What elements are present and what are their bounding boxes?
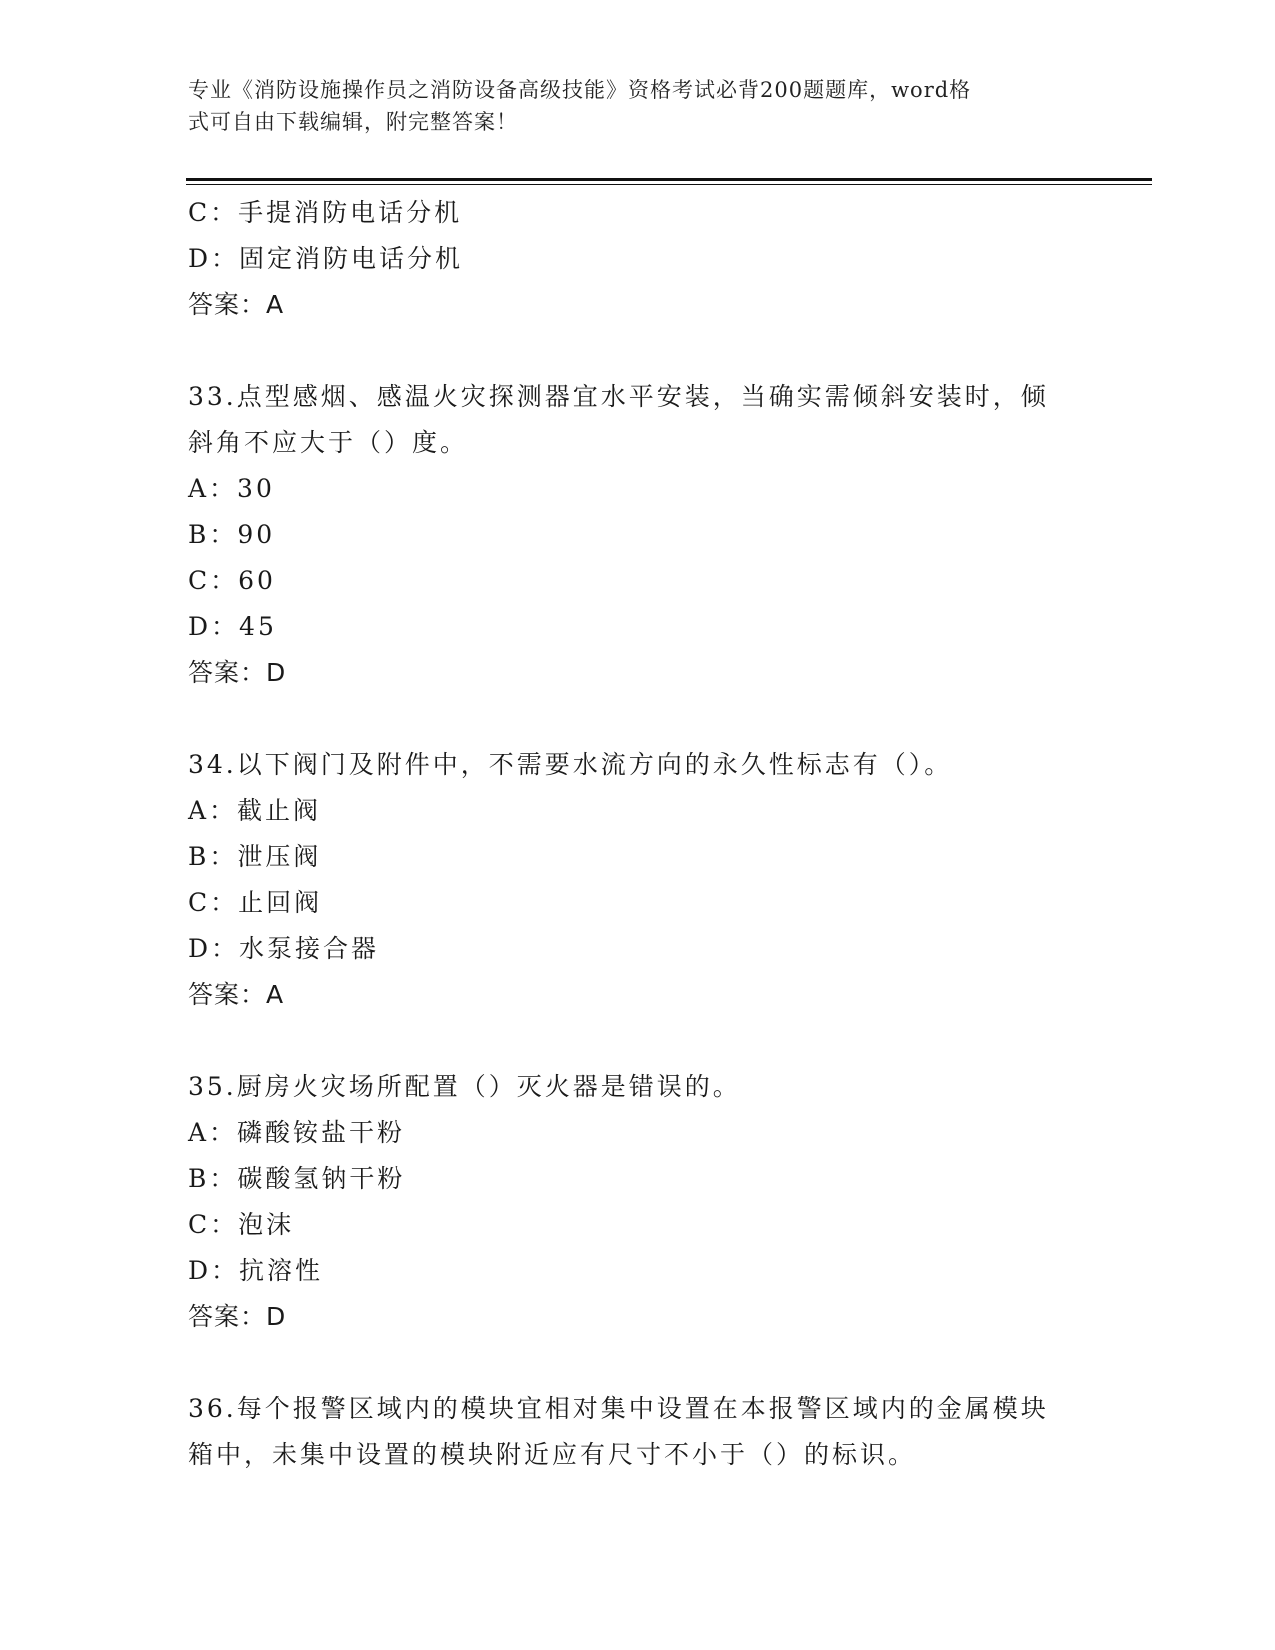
spacer <box>188 1018 1088 1064</box>
header-line-2: 式可自由下载编辑，附完整答案！ <box>188 110 518 134</box>
answer: 答案：D <box>188 1302 287 1331</box>
spacer <box>188 328 1088 374</box>
header-divider-thick <box>186 178 1152 181</box>
header-line-1: 专业《消防设施操作员之消防设备高级技能》资格考试必背200题题库，word格 <box>188 78 972 102</box>
question-34 <box>188 742 1088 1018</box>
option-d: D：固定消防电话分机 <box>188 244 464 273</box>
option-d: D：45 <box>188 612 277 641</box>
document-header <box>188 74 1068 138</box>
answer: 答案：D <box>188 658 287 687</box>
option-a: A：截止阀 <box>188 796 322 825</box>
question-stem-line: 36.每个报警区域内的模块宜相对集中设置在本报警区域内的金属模块 <box>188 1394 1049 1423</box>
question-stem-line: 33.点型感烟、感温火灾探测器宜水平安装，当确实需倾斜安装时，倾 <box>188 382 1049 411</box>
option-a: A：磷酸铵盐干粉 <box>188 1118 406 1147</box>
option-c: C：止回阀 <box>188 888 323 917</box>
header-divider-thin <box>186 184 1152 185</box>
option-b: B：碳酸氢钠干粉 <box>188 1164 406 1193</box>
option-d: D：水泵接合器 <box>188 934 380 963</box>
option-c: C：泡沫 <box>188 1210 295 1239</box>
spacer <box>188 696 1088 742</box>
question-32 <box>188 190 1088 328</box>
option-d: D：抗溶性 <box>188 1256 324 1285</box>
answer: 答案：A <box>188 980 285 1009</box>
question-stem-line: 34.以下阀门及附件中，不需要水流方向的永久性标志有（）。 <box>188 750 953 779</box>
question-35 <box>188 1064 1088 1340</box>
question-stem-line: 箱中，未集中设置的模块附近应有尺寸不小于（）的标识。 <box>188 1440 917 1469</box>
question-stem-line: 35.厨房火灾场所配置（）灭火器是错误的。 <box>188 1072 741 1101</box>
answer: 答案：A <box>188 290 285 319</box>
question-33 <box>188 374 1088 696</box>
option-a: A：30 <box>188 474 275 503</box>
option-c: C：手提消防电话分机 <box>188 198 463 227</box>
question-stem-line: 斜角不应大于（）度。 <box>188 428 469 457</box>
option-c: C：60 <box>188 566 276 595</box>
option-b: B：90 <box>188 520 276 549</box>
option-b: B：泄压阀 <box>188 842 322 871</box>
spacer <box>188 1340 1088 1386</box>
question-36 <box>188 1386 1088 1478</box>
question-list <box>188 190 1088 1478</box>
